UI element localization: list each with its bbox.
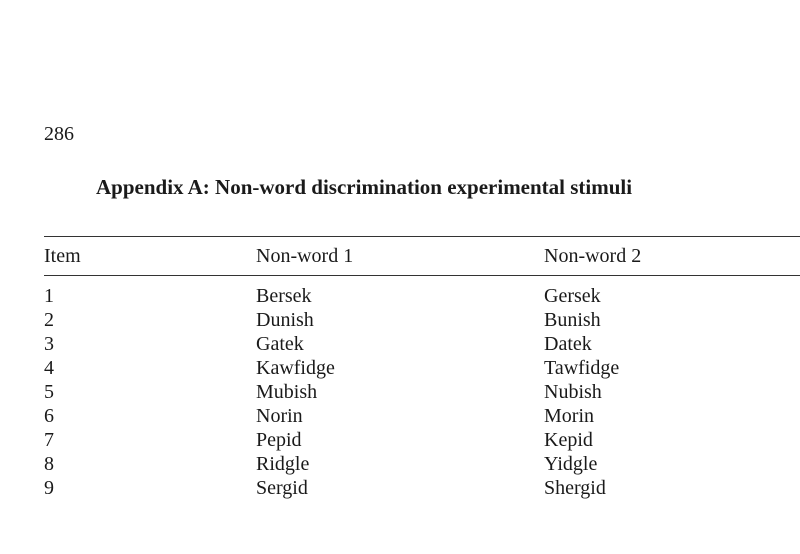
table-row: [44, 380, 800, 404]
header-row: [44, 237, 800, 276]
cell-nonword-2: Yidgle: [544, 453, 598, 475]
cell-item: 7: [44, 429, 54, 451]
header-item: Item: [44, 244, 81, 267]
table-body: [44, 276, 800, 501]
cell-nonword-1: Ridgle: [256, 453, 310, 475]
table-row: [44, 276, 800, 309]
cell-nonword-1: Bersek: [256, 285, 312, 307]
table-row: [44, 428, 800, 452]
header-nonword-1: Non-word 1: [256, 244, 354, 267]
table-row: [44, 476, 800, 500]
cell-nonword-2: Shergid: [544, 477, 606, 499]
cell-item: 1: [44, 285, 54, 307]
cell-nonword-1: Kawfidge: [256, 357, 335, 379]
cell-item: 3: [44, 333, 54, 355]
cell-nonword-2: Nubish: [544, 381, 602, 403]
cell-nonword-2: Kepid: [544, 429, 593, 451]
table-row: [44, 308, 800, 332]
cell-item: 4: [44, 357, 54, 379]
cell-nonword-2: Tawfidge: [544, 357, 620, 379]
cell-nonword-1: Gatek: [256, 333, 304, 355]
cell-nonword-1: Norin: [256, 405, 303, 427]
cell-nonword-1: Mubish: [256, 381, 318, 403]
cell-nonword-1: Pepid: [256, 429, 302, 451]
page-number: 286: [44, 123, 74, 145]
table-row: [44, 332, 800, 356]
appendix-title: Appendix A: Non-word discrimination experimental stimuli: [96, 175, 633, 199]
cell-item: 6: [44, 405, 54, 427]
cell-item: 8: [44, 453, 54, 475]
cell-nonword-2: Datek: [544, 333, 592, 355]
table-row: [44, 356, 800, 380]
header-nonword-2: Non-word 2: [544, 244, 642, 267]
table-row: [44, 452, 800, 476]
stimuli-table: [44, 236, 800, 500]
cell-nonword-1: Dunish: [256, 309, 314, 331]
table-row: [44, 404, 800, 428]
cell-item: 9: [44, 477, 54, 499]
cell-item: 5: [44, 381, 54, 403]
cell-item: 2: [44, 309, 54, 331]
table-header: [44, 237, 800, 276]
cell-nonword-2: Morin: [544, 405, 594, 427]
cell-nonword-1: Sergid: [256, 477, 308, 499]
cell-nonword-2: Bunish: [544, 309, 601, 331]
cell-nonword-2: Gersek: [544, 285, 601, 307]
